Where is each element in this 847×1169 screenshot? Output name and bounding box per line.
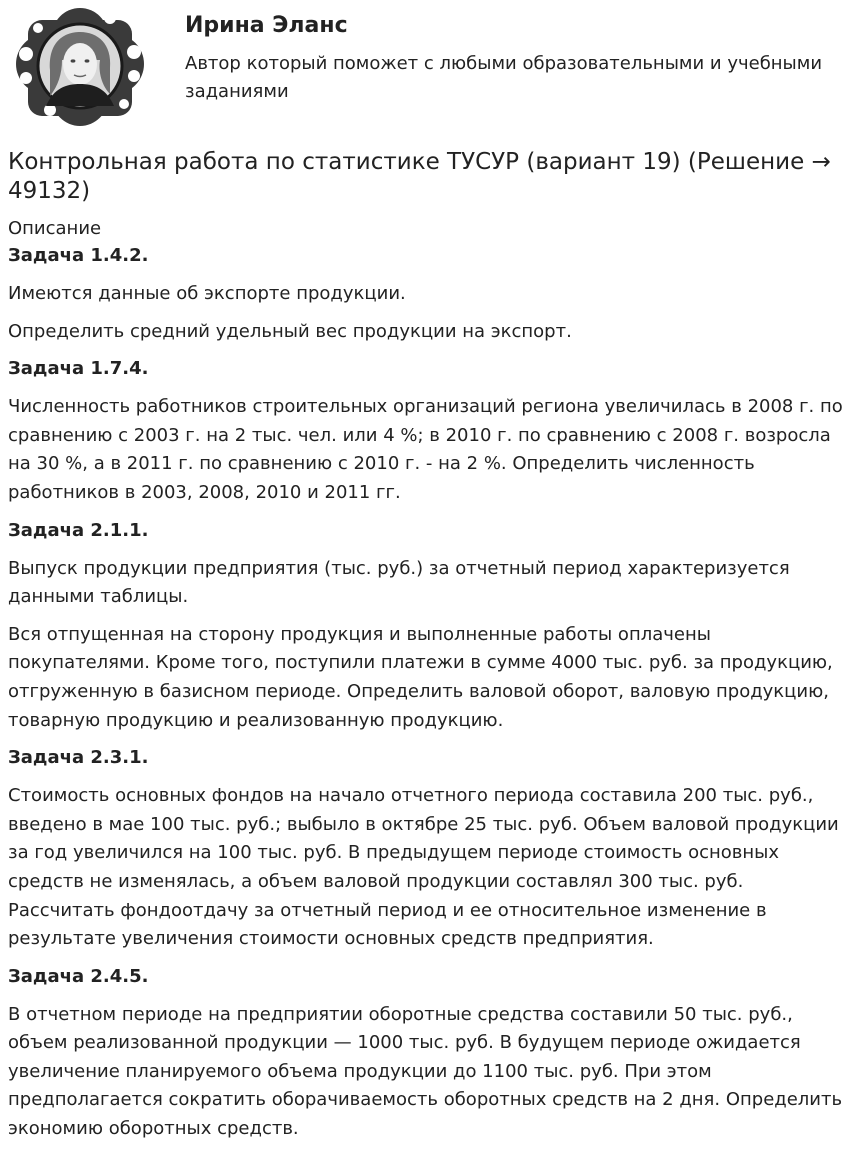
task-title: Задача 1.7.4. xyxy=(8,358,149,380)
page-title: Контрольная работа по статистике ТУСУР (вариант 19) (Решение → 49132) xyxy=(8,149,831,204)
task-paragraph: Вся отпущенная на сторону продукция и выполненные работы оплачены покупателями. Кроме того, поступили платежи в сумме 4000 тыс. руб. за продукцию, отгруженную в базисном периоде. Определить валовой оборот, валовую продукцию, товарную продукцию и реализованную продукцию. xyxy=(8,623,833,731)
task-paragraph: Численность работников строительных организаций региона увеличилась в 2008 г. по сравнению с 2003 г. на 2 тыс. чел. или 4 %; в 2010 г. по сравнению с 2008 г. возросла на 30 %, а в 2011 г. по сравнению с 2010 г. - на 2 %. Определить численность работников в 2003, 2008, 2010 и 2011 гг. xyxy=(8,396,843,503)
author-description: Автор который поможет с любыми образовательными и учебными заданиями xyxy=(185,53,823,102)
task-title: Задача 2.4.5. xyxy=(8,965,149,987)
task-paragraph: Стоимость основных фондов на начало отчетного периода составила 200 тыс. руб., введено в мае 100 тыс. руб.; выбыло в октябре 25 тыс. руб. Объем валовой продукции за год увеличился на 100 тыс. руб. В предыдущем периоде стоимость основных средств не изменялась, а объем валовой продукции составлял 300 тыс. руб. Рассчитать фондоотдачу за отчетный период и ее относительное изменение в результате увеличения стоимости основных средств предприятия. xyxy=(8,785,839,950)
task-title: Задача 1.4.2. xyxy=(8,245,149,266)
task-1-4-2 xyxy=(8,242,844,346)
task-paragraph: Определить средний удельный вес продукции на экспорт. xyxy=(8,320,572,342)
task-content xyxy=(8,216,844,1153)
author-name[interactable]: Ирина Эланс xyxy=(185,13,348,38)
author-header xyxy=(0,0,847,140)
task-1-7-4 xyxy=(8,355,844,507)
task-2-1-1 xyxy=(8,517,844,736)
task-paragraph: Выпуск продукции предприятия (тыс. руб.) за отчетный период характеризуется данными таблицы. xyxy=(8,557,790,608)
task-2-3-1 xyxy=(8,744,844,954)
task-paragraph: Имеются данные об экспорте продукции. xyxy=(8,283,406,304)
task-paragraph: В отчетном периоде на предприятии оборотные средства составили 50 тыс. руб., объем реализованной продукции — 1000 тыс. руб. В будущем периоде ожидается увеличение планируемого объема продукции до 1100 тыс. руб. При этом предполагается сократить оборачиваемость оборотных средств на 2 дня. Определить экономию оборотных средств. xyxy=(8,1003,843,1140)
task-title: Задача 2.3.1. xyxy=(8,747,149,769)
description-label: Описание xyxy=(8,218,102,239)
task-title: Задача 2.1.1. xyxy=(8,519,149,541)
task-2-4-5 xyxy=(8,963,844,1144)
author-avatar[interactable] xyxy=(6,6,152,128)
